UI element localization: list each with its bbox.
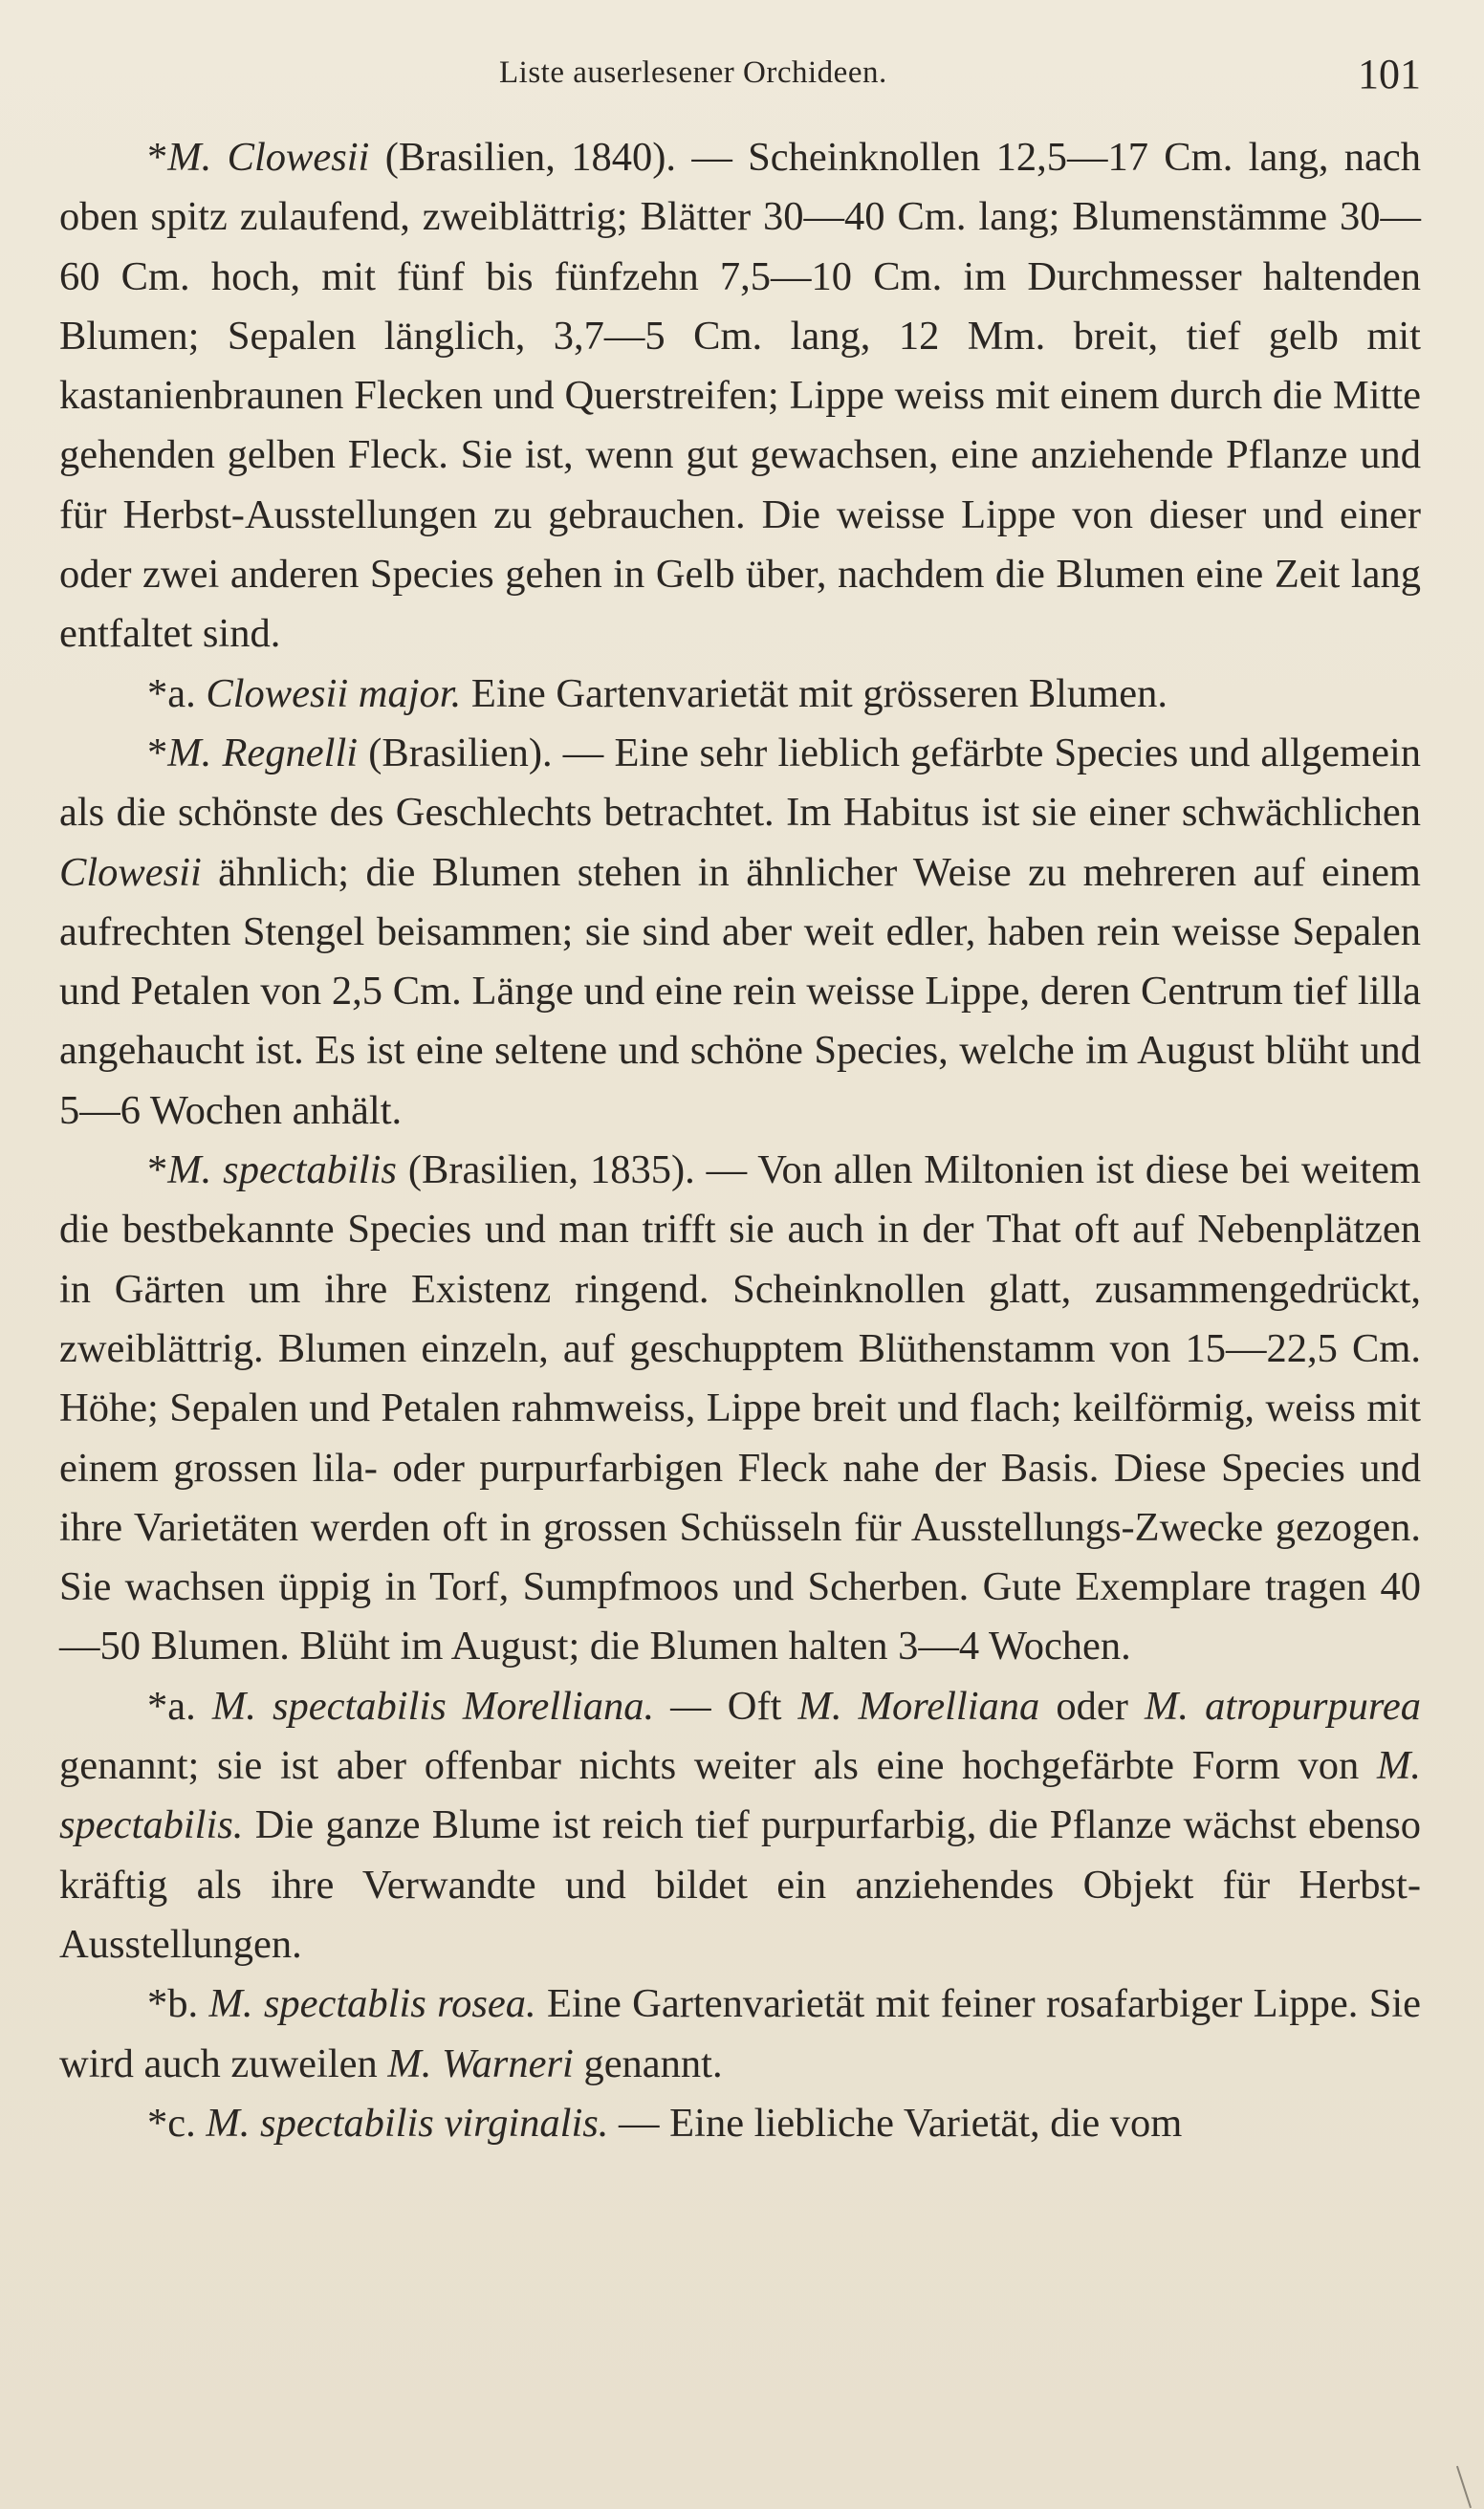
- species-name: M. spectablis rosea.: [208, 1981, 536, 2027]
- page-edge-mark: [1456, 2466, 1472, 2508]
- entry-text: Die ganze Blume ist reich tief purpurfarbig, die Pflanze wächst ebenso kräftig als ihre Verwandte und bildet ein anziehendes Objekt für Herbst-Ausstellungen.: [59, 1802, 1421, 1967]
- entry-marker: *: [147, 135, 168, 180]
- entry-marker: *a.: [147, 670, 207, 716]
- running-title: Liste auserlesener Orchideen.: [499, 55, 887, 90]
- entry-text: — Oft: [654, 1683, 798, 1729]
- inline-species-name: M. Morelliana: [797, 1683, 1040, 1729]
- species-name: M. spectabilis: [167, 1147, 397, 1193]
- entry-text: (Brasilien). — Eine sehr lieblich gefärbte Species und allgemein als die schönste des Geschlechts betrachtet. Im Habitus ist sie einer schwächlichen: [59, 730, 1422, 836]
- inline-species-name: Clowesii: [59, 849, 202, 895]
- inline-species-name: M. atropurpurea: [1145, 1683, 1421, 1729]
- entry-m-clowesii: [59, 128, 1421, 665]
- entry-text: oder: [1039, 1683, 1145, 1729]
- species-name: Clowesii major.: [206, 670, 462, 716]
- entry-m-regnelli: [59, 724, 1421, 1141]
- inline-species-name: M. spectabilis.: [59, 1743, 1421, 1848]
- entry-m-spectabilis: [59, 1141, 1421, 1677]
- entry-spectablis-rosea: [59, 1974, 1421, 2094]
- entry-marker: *c.: [147, 2100, 207, 2146]
- entry-marker: *: [147, 730, 168, 775]
- entry-marker: *: [147, 1147, 168, 1193]
- body-text: [59, 128, 1421, 2153]
- species-name: M. spectabilis Morelliana.: [211, 1683, 655, 1729]
- entry-spectabilis-virginalis: [59, 2094, 1421, 2153]
- entry-marker: *b.: [147, 1981, 209, 2027]
- entry-text: Eine Gartenvarietät mit feiner rosafarbiger Lippe. Sie wird auch zuweilen: [59, 1981, 1422, 2086]
- entry-marker: *a.: [147, 1683, 212, 1729]
- species-name: M. Clowesii: [167, 135, 370, 180]
- page-number: 101: [1358, 51, 1421, 98]
- species-name: M. spectabilis virginalis.: [206, 2100, 609, 2146]
- entry-text: genannt.: [573, 2040, 723, 2086]
- species-name: M. Regnelli: [167, 730, 359, 775]
- entry-clowesii-major: [59, 665, 1421, 724]
- page-header: [59, 50, 1421, 103]
- entry-spectabilis-morelliana: [59, 1677, 1421, 1974]
- entry-text: (Brasilien, 1840). — Scheinknollen 12,5—17 Cm. lang, nach oben spitz zulaufend, zweiblättrig; Blätter 30—40 Cm. lang; Blumenstämme 30—60 Cm. hoch, mit fünf bis fünfzehn 7,5—10 Cm. im Durchmesser haltenden Blumen; Sepalen länglich, 3,7—5 Cm. lang, 12 Mm. breit, tief gelb mit kastanienbraunen Flecken und Querstreifen; Lippe weiss mit einem durch die Mitte gehenden gelben Fleck. Sie ist, wenn gut gewachsen, eine anziehende Pflanze und für Herbst-Ausstellungen zu gebrauchen. Die weisse Lippe von dieser und einer oder zwei anderen Species gehen in Gelb über, nachdem die Blumen eine Zeit lang entfaltet sind.: [59, 135, 1421, 657]
- entry-text: — Eine liebliche Varietät, die vom: [608, 2100, 1183, 2146]
- entry-text: genannt; sie ist aber offenbar nichts weiter als eine hochgefärbte Form von: [59, 1743, 1377, 1789]
- entry-text: Eine Gartenvarietät mit grösseren Blumen.: [461, 670, 1168, 716]
- inline-species-name: M. Warneri: [387, 2040, 574, 2086]
- entry-text: (Brasilien, 1835). — Von allen Miltonien ist diese bei weitem die bestbekannte Species und man trifft sie auch in der That oft auf Nebenplätzen in Gärten um ihre Existenz ringend. Scheinknollen glatt, zusammengedrückt, zweiblättrig. Blumen einzeln, auf geschupptem Blüthenstamm von 15—22,5 Cm. Höhe; Sepalen und Petalen rahmweiss, Lippe breit und flach; keilförmig, weiss mit einem grossen lila- oder purpurfarbigen Fleck nahe der Basis. Diese Species und ihre Varietäten werden oft in grossen Schüsseln für Ausstellungs-Zwecke gezogen. Sie wachsen üppig in Torf, Sumpfmoos und Scherben. Gute Exemplare tragen 40—50 Blumen. Blüht im August; die Blumen halten 3—4 Wochen.: [59, 1147, 1421, 1669]
- entry-text: ähnlich; die Blumen stehen in ähnlicher Weise zu mehreren auf einem aufrechten Stengel beisammen; sie sind aber weit edler, haben rein weisse Sepalen und Petalen von 2,5 Cm. Länge und eine rein weisse Lippe, deren Centrum tief lilla angehaucht ist. Es ist eine seltene und schöne Species, welche im August blüht und 5—6 Wochen anhält.: [59, 849, 1421, 1133]
